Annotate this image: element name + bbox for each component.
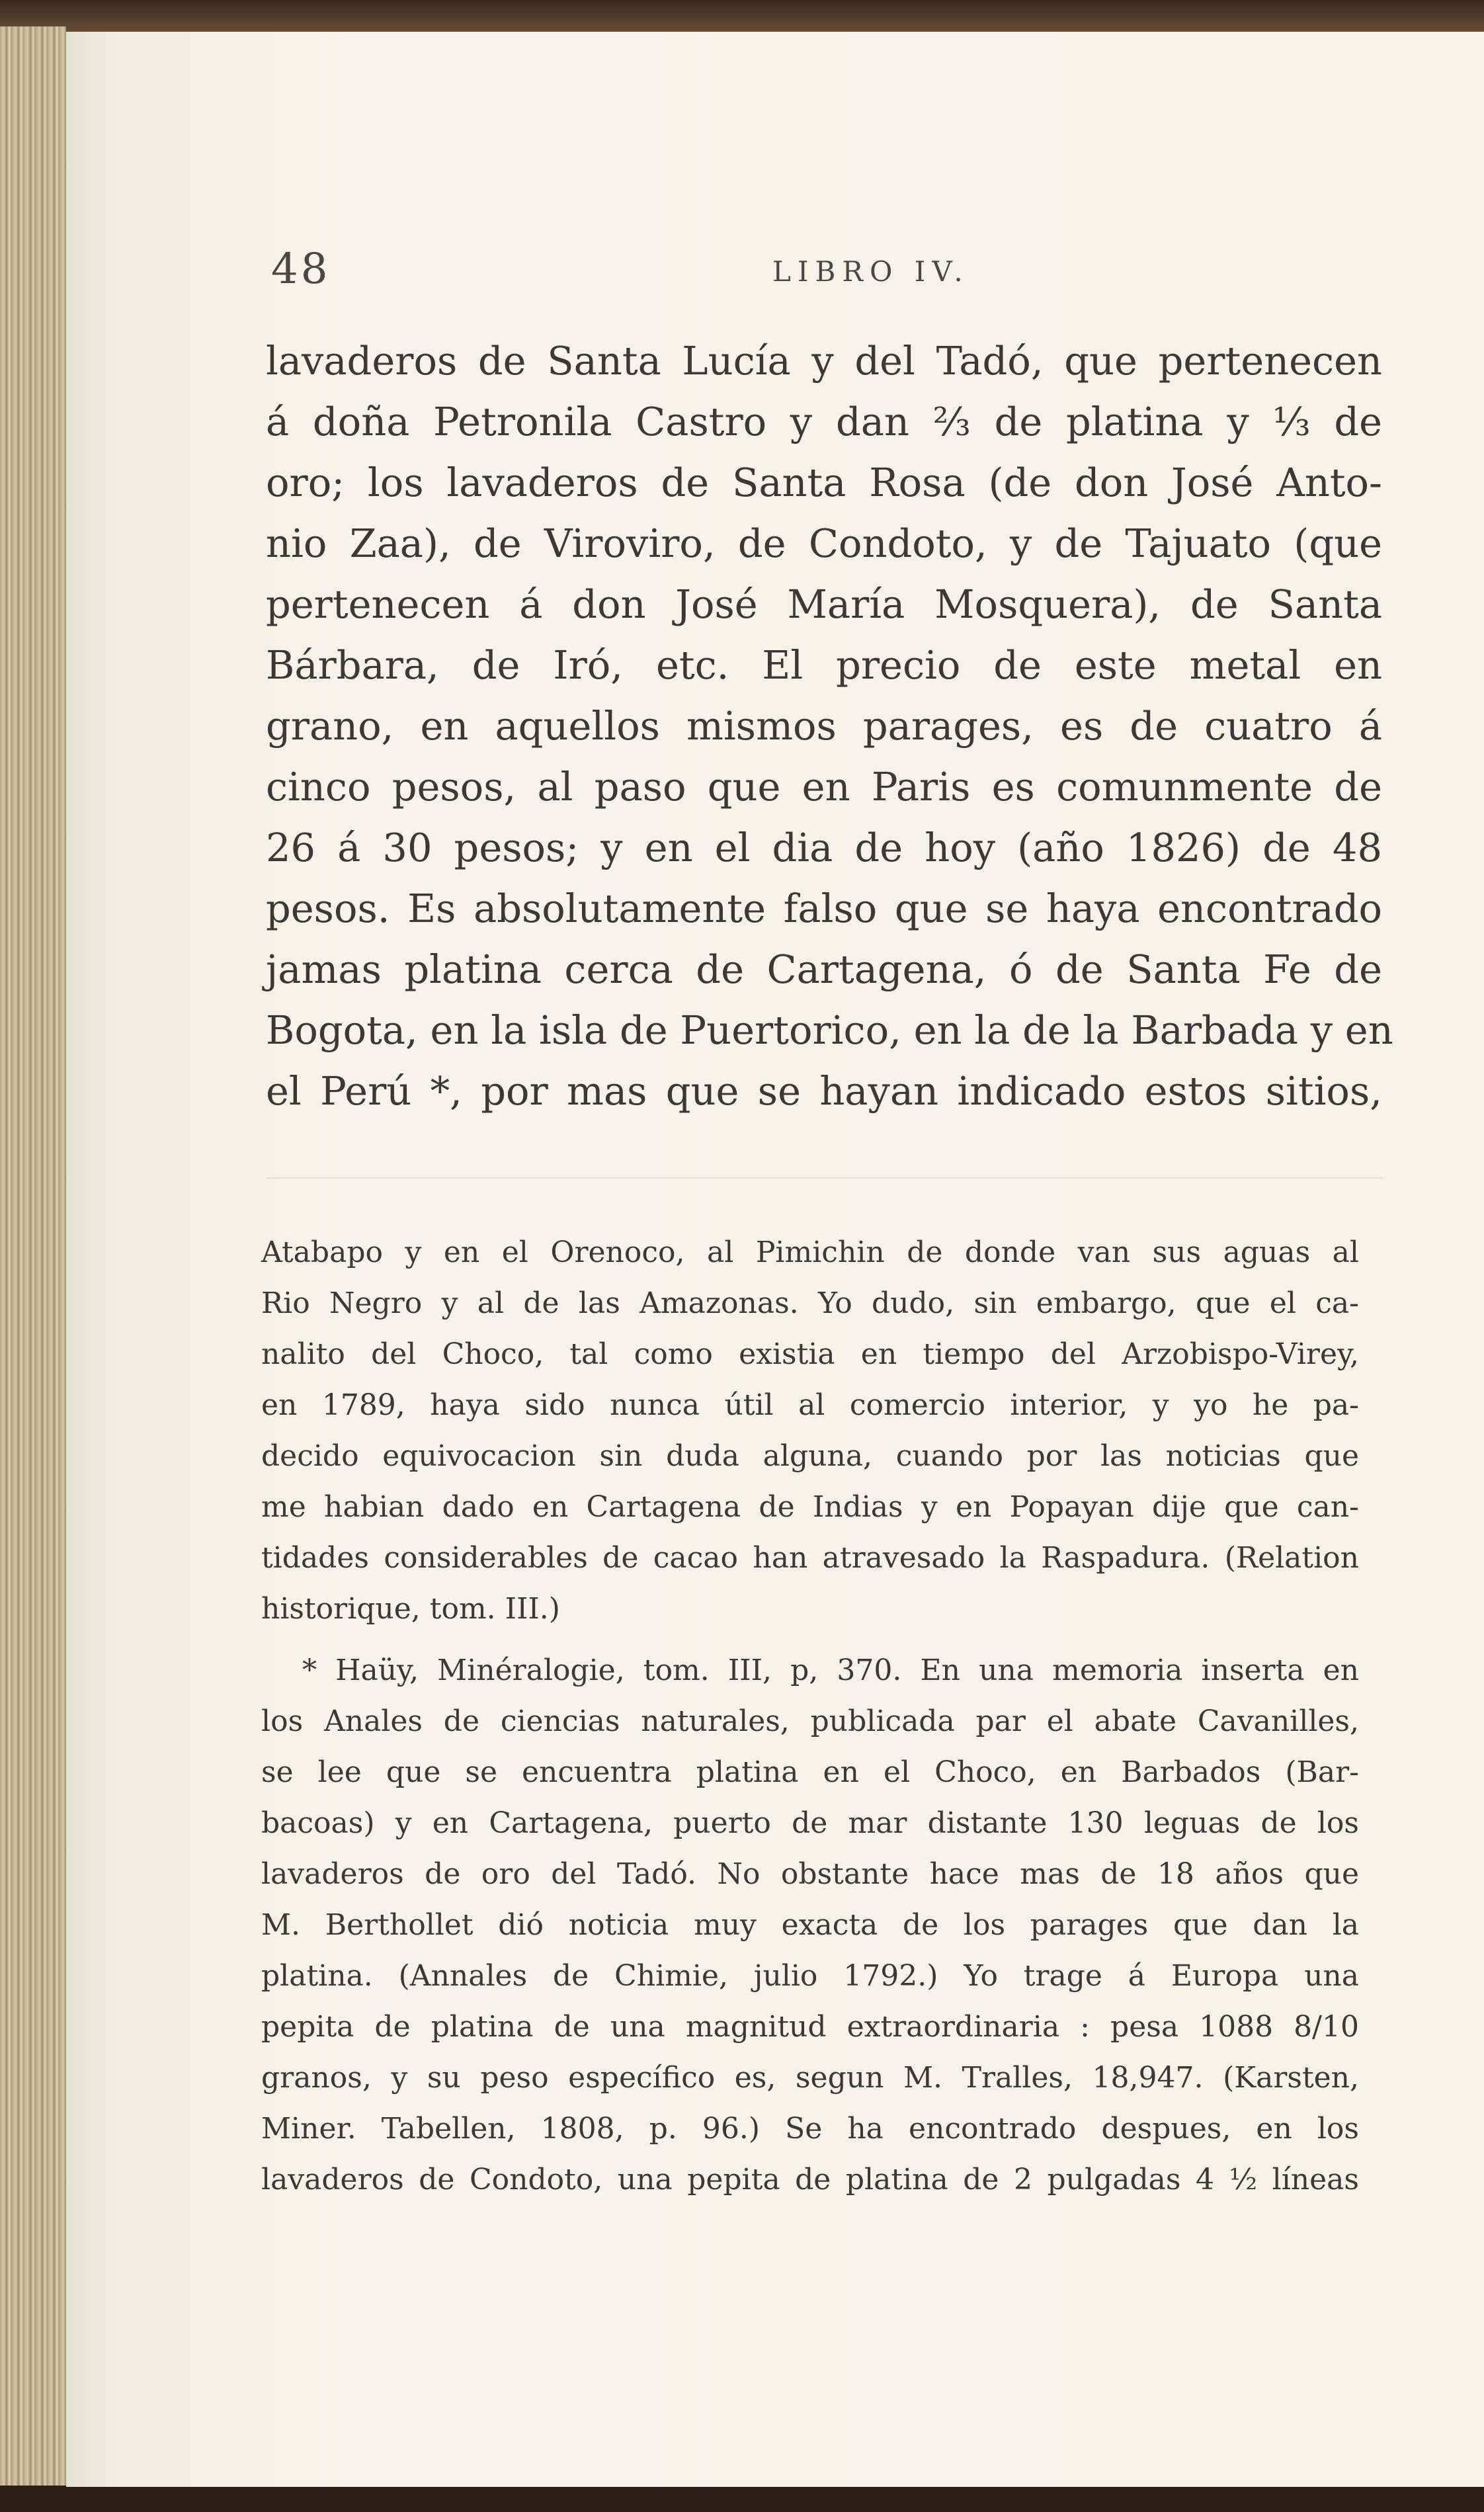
book-bottom-edge [0,2486,1484,2512]
main-text-line: cinco pesos, al paso que en Paris es comunmente de [266,764,1382,810]
book-page-edges [0,26,66,2487]
footnote-star-line: los Anales de ciencias naturales, publicada par el abate Cavanilles, [261,1704,1359,1738]
footnote-line: nalito del Choco, tal como existia en tiempo del Arzobispo-Virey, [261,1337,1359,1371]
main-text-line: lavaderos de Santa Lucía y del Tadó, que pertenecen [266,338,1382,384]
footnote-line: me habian dado en Cartagena de Indias y en Popayan dije que can- [261,1490,1359,1524]
footnote-line: Atabapo y en el Orenoco, al Pimichin de donde van sus aguas al [261,1235,1359,1269]
footnotes-block [261,1227,1359,2205]
main-text-line: oro; los lavaderos de Santa Rosa (de don José Anto- [266,460,1382,505]
main-text-line: el Perú *, por mas que se hayan indicado estos sitios, [266,1068,1382,1114]
main-text-line: jamas platina cerca de Cartagena, ó de Santa Fe de [266,946,1382,992]
footnote-star-line: M. Berthollet dió noticia muy exacta de los parages que dan la [261,1908,1359,1942]
footnote-star-line: bacoas) y en Cartagena, puerto de mar distante 130 leguas de los [261,1806,1359,1840]
main-text-line: pesos. Es absolutamente falso que se haya encontrado [266,886,1382,931]
footnote-line: decido equivocacion sin duda alguna, cuando por las noticias que [261,1439,1359,1473]
footnote-gap [261,1634,1359,1645]
footnote-star-line: Miner. Tabellen, 1808, p. 96.) Se ha encontrado despues, en los [261,2112,1359,2146]
footnote-star-line: platina. (Annales de Chimie, julio 1792.) Yo trage á Europa una [261,1959,1359,1993]
footnote-line: tidades considerables de cacao han atravesado la Raspadura. (Relation [261,1541,1359,1575]
main-text-line: grano, en aquellos mismos parages, es de cuatro á [266,703,1382,749]
main-text-line: Bogota, en la isla de Puertorico, en la de la Barbada y en [266,1007,1393,1053]
footnote-star-line: pepita de platina de una magnitud extraordinaria : pesa 1088 8/10 [261,2010,1359,2044]
footnote-star-line: lavaderos de Condoto, una pepita de platina de 2 pulgadas 4 ½ líneas [261,2163,1359,2197]
main-text-line: pertenecen á don José María Mosquera), de Santa [266,581,1382,627]
page-header [271,245,1409,317]
footnote-star-line: lavaderos de oro del Tadó. No obstante hace mas de 18 años que [261,1857,1359,1891]
footnote-star-line: se lee que se encuentra platina en el Choco, en Barbados (Bar- [261,1755,1359,1789]
page-number: 48 [271,245,331,294]
main-text-block [266,331,1393,1122]
running-head: LIBRO IV. [772,255,969,288]
footnote-line: en 1789, haya sido nunca útil al comercio interior, y yo he pa- [261,1388,1359,1422]
main-text-line: nio Zaa), de Viroviro, de Condoto, y de Tajuato (que [266,521,1382,566]
footnote-star-line: granos, y su peso específico es, segun M. Tralles, 18,947. (Karsten, [261,2061,1359,2095]
main-text-line: á doña Petronila Castro y dan ⅔ de platina y ⅓ de [266,399,1382,444]
footnote-line: Rio Negro y al de las Amazonas. Yo dudo, sin embargo, que el ca- [261,1286,1359,1320]
footnote-star-line: * Haüy, Minéralogie, tom. III, p, 370. En una memoria inserta en [302,1654,1359,1687]
main-text-line: 26 á 30 pesos; y en el dia de hoy (año 1826) de 48 [266,825,1382,870]
footnote-line: historique, tom. III.) [261,1592,560,1626]
main-text-line: Bárbara, de Iró, etc. El precio de este metal en [266,642,1382,688]
footnote-divider [266,1177,1382,1179]
